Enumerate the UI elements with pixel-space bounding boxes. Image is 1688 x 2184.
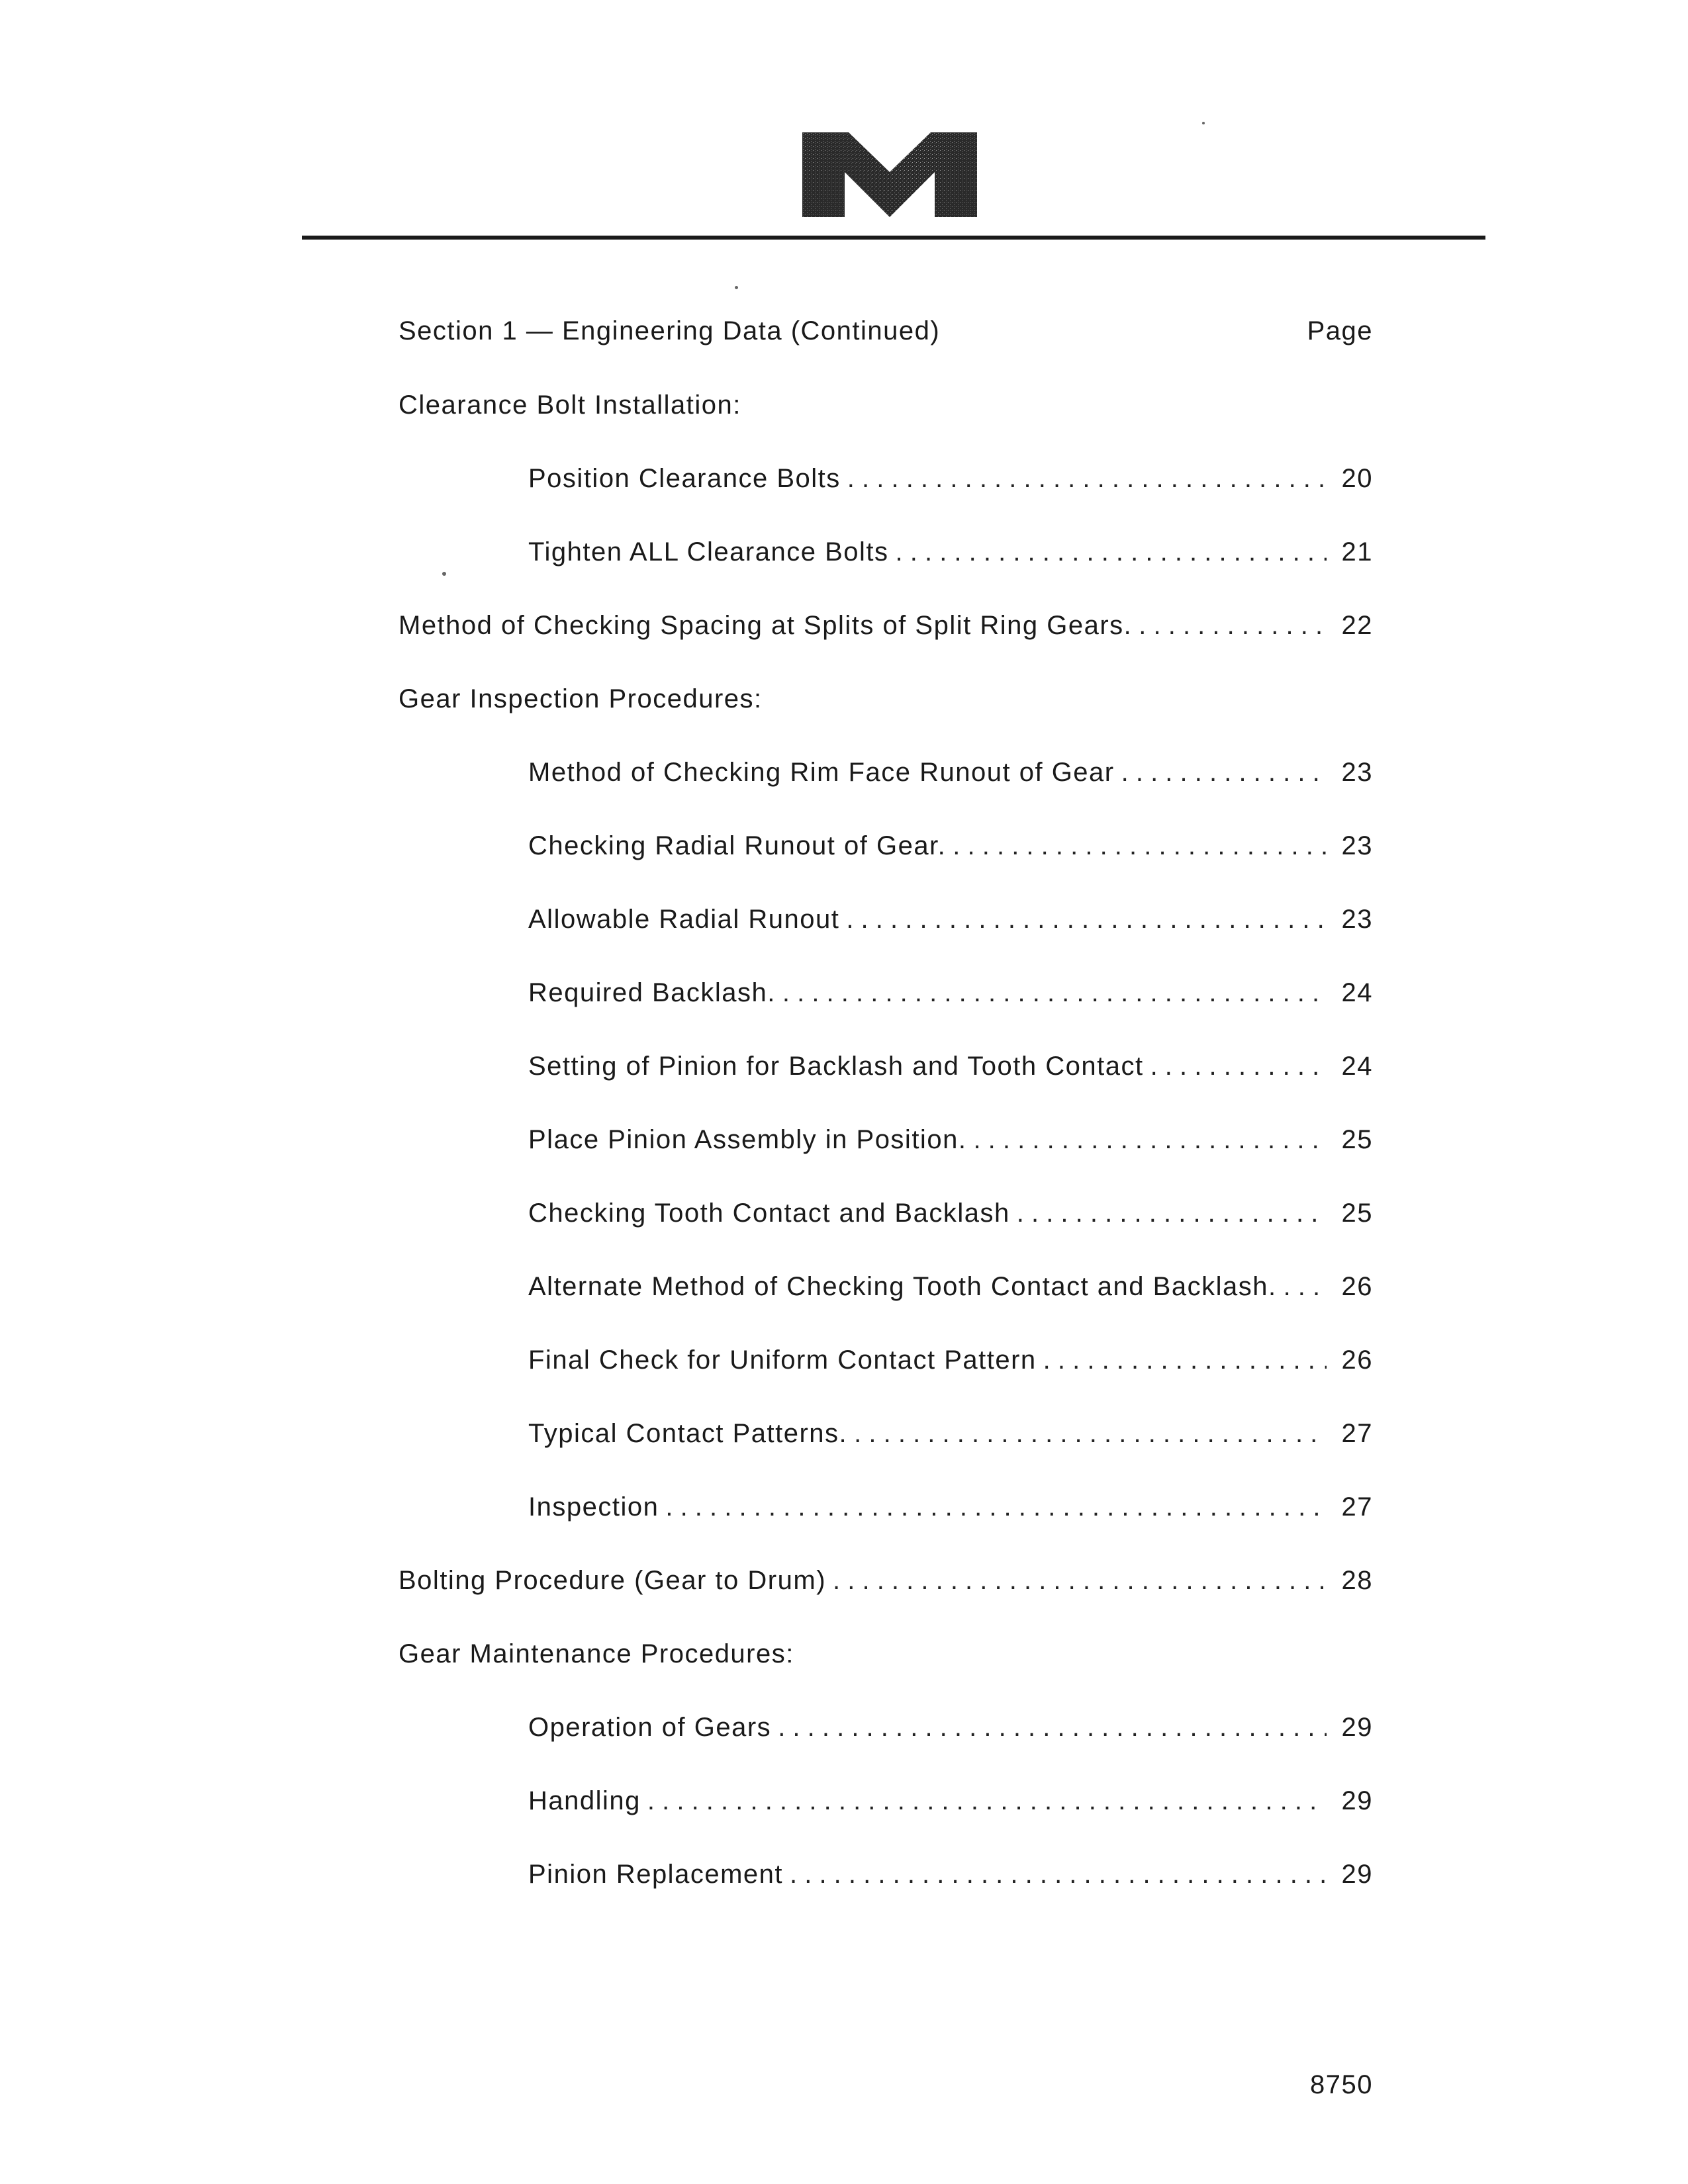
toc-entry-title: Typical Contact Patterns. xyxy=(528,1419,848,1448)
dot-leader xyxy=(854,1419,1327,1449)
toc-entry-title: Gear Maintenance Procedures: xyxy=(399,1639,794,1668)
page-column-label: Page xyxy=(1307,316,1373,345)
scan-speck xyxy=(442,572,446,576)
toc-entry-page: 26 xyxy=(1341,1272,1373,1301)
toc-entry-page: 24 xyxy=(1341,1052,1373,1081)
dot-leader xyxy=(973,1125,1327,1155)
toc-entry-page: 25 xyxy=(1341,1199,1373,1228)
toc-entry xyxy=(528,905,1373,944)
toc-entry-title: Tighten ALL Clearance Bolts xyxy=(528,537,889,567)
toc-entry-page: 21 xyxy=(1341,537,1373,567)
dot-leader xyxy=(665,1492,1327,1522)
toc-entry xyxy=(399,390,1373,430)
toc-entry-page: 26 xyxy=(1341,1345,1373,1375)
document-number: 8750 xyxy=(1310,2070,1373,2099)
toc-entry-title: Gear Inspection Procedures: xyxy=(399,684,763,713)
toc-entry-title: Bolting Procedure (Gear to Drum) xyxy=(399,1566,827,1595)
toc-entry-title: Checking Tooth Contact and Backlash xyxy=(528,1199,1010,1228)
toc-entry xyxy=(528,1052,1373,1091)
toc-entry-page: 23 xyxy=(1341,831,1373,860)
toc-entry-title: Method of Checking Spacing at Splits of Split Ring Gears. xyxy=(399,611,1133,640)
scan-speck xyxy=(735,286,738,289)
dot-leader xyxy=(1121,758,1327,788)
toc-entry xyxy=(399,611,1373,651)
dot-leader xyxy=(790,1860,1327,1889)
dot-leader xyxy=(782,978,1327,1008)
toc-entry-page: 29 xyxy=(1341,1860,1373,1889)
toc-entry xyxy=(528,758,1373,797)
toc-entry xyxy=(399,684,1373,724)
toc-entry-title: Place Pinion Assembly in Position. xyxy=(528,1125,967,1154)
toc-entry-title: Inspection xyxy=(528,1492,659,1522)
dot-leader xyxy=(1284,1272,1327,1302)
toc-entry-page: 20 xyxy=(1341,464,1373,493)
toc-entry xyxy=(528,1199,1373,1238)
toc-entry-title: Operation of Gears xyxy=(528,1713,772,1742)
toc-entry xyxy=(528,1492,1373,1532)
toc-entry-page: 25 xyxy=(1341,1125,1373,1154)
toc-entry xyxy=(528,978,1373,1018)
toc-entry-page: 27 xyxy=(1341,1492,1373,1522)
dot-leader xyxy=(1150,1052,1327,1081)
toc-entry xyxy=(528,1860,1373,1899)
dot-leader xyxy=(1017,1199,1327,1228)
header-rule xyxy=(302,236,1485,240)
scan-speck xyxy=(1202,122,1205,124)
toc-entry-title: Position Clearance Bolts xyxy=(528,464,841,493)
dot-leader xyxy=(846,905,1327,934)
toc-entry xyxy=(528,1713,1373,1752)
toc-entry-page: 22 xyxy=(1341,611,1373,640)
dot-leader xyxy=(647,1786,1327,1816)
toc-entry xyxy=(528,1272,1373,1312)
dot-leader xyxy=(833,1566,1327,1596)
toc-entry xyxy=(528,1786,1373,1826)
toc-entry-title: Clearance Bolt Installation: xyxy=(399,390,741,420)
section-title: Section 1 — Engineering Data (Continued) xyxy=(399,316,941,345)
toc-entry-page: 28 xyxy=(1341,1566,1373,1595)
toc-entry-title: Handling xyxy=(528,1786,641,1815)
toc-entry-page: 23 xyxy=(1341,905,1373,934)
toc-entry xyxy=(399,1639,1373,1679)
toc-entry-title: Checking Radial Runout of Gear. xyxy=(528,831,947,860)
toc-entry-title: Required Backlash. xyxy=(528,978,776,1007)
toc-entry-page: 29 xyxy=(1341,1786,1373,1815)
toc-entry-page: 29 xyxy=(1341,1713,1373,1742)
toc-entry-title: Setting of Pinion for Backlash and Tooth Contact xyxy=(528,1052,1144,1081)
dot-leader xyxy=(778,1713,1327,1743)
toc-entry xyxy=(528,537,1373,577)
dot-leader xyxy=(1139,611,1327,641)
toc-entry xyxy=(399,1566,1373,1606)
toc-entry-page: 24 xyxy=(1341,978,1373,1007)
company-logo-icon xyxy=(802,132,977,217)
toc-entry-page: 23 xyxy=(1341,758,1373,787)
toc-entry xyxy=(528,1419,1373,1459)
toc-entry-title: Method of Checking Rim Face Runout of Gear xyxy=(528,758,1115,787)
dot-leader xyxy=(847,464,1327,494)
dot-leader xyxy=(896,537,1327,567)
dot-leader xyxy=(1043,1345,1327,1375)
toc-entry xyxy=(528,1125,1373,1165)
toc-entry xyxy=(528,1345,1373,1385)
toc-entry xyxy=(528,464,1373,504)
toc-entry-title: Allowable Radial Runout xyxy=(528,905,840,934)
toc-entry-page: 27 xyxy=(1341,1419,1373,1448)
toc-entry-title: Pinion Replacement xyxy=(528,1860,783,1889)
toc-entry-title: Final Check for Uniform Contact Pattern xyxy=(528,1345,1037,1375)
dot-leader xyxy=(953,831,1327,861)
toc-entry xyxy=(528,831,1373,871)
toc-entry-title: Alternate Method of Checking Tooth Contact and Backlash. xyxy=(528,1272,1277,1301)
section-header xyxy=(399,316,1373,346)
